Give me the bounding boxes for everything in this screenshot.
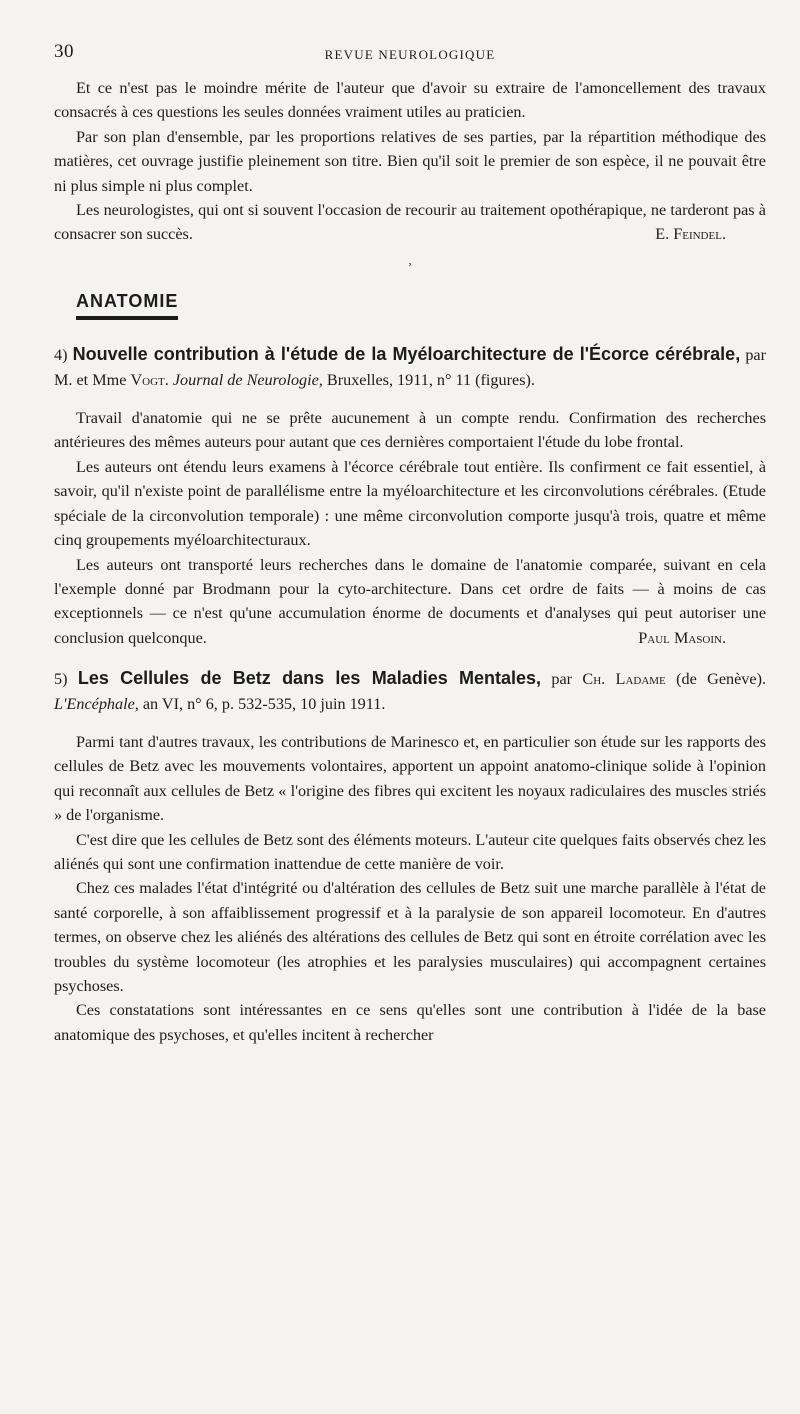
entry-5-title: Les Cellules de Betz dans les Maladies Mentales, xyxy=(77,668,542,689)
entry-5-header xyxy=(54,666,766,716)
entry-4 xyxy=(54,342,766,650)
intro-paragraph-1: Et ce n'est pas le moindre mérite de l'auteur que d'avoir su extraire de l'amoncellement des travaux consacrés à ces questions les seules données vraiment utiles au praticien. xyxy=(54,79,766,122)
intro-paragraph-3-text: Les neurologistes, qui ont si souvent l'occasion de recourir au traitement opothérapique, ne tarderont pas à consacrer son succès. xyxy=(54,201,766,244)
entry-4-paragraph-1: Travail d'anatomie qui ne se prête aucunement à un compte rendu. Confirmation des recherches antérieures des mêmes auteurs pour autant que ces dernières comportaient l'étude du lobe frontal. xyxy=(54,409,766,452)
entry-4-number: 4) xyxy=(54,346,68,365)
entry-4-author-name: Vogt. xyxy=(130,370,169,389)
intro-review xyxy=(54,76,766,247)
intro-paragraph-2: Par son plan d'ensemble, par les proportions relatives de ses parties, par la répartition méthodique des matières, cet ouvrage justifie pleinement son titre. Bien qu'il soit le premier de son espèce, il ne pouvait être ni plus simple ni plus complet. xyxy=(54,127,766,195)
entry-4-signature: Paul Masoin. xyxy=(638,628,726,647)
running-head xyxy=(54,40,766,66)
entry-4-header xyxy=(54,342,766,392)
section-mark: ʼ xyxy=(408,259,412,274)
entry-5-affiliation: (de Genève). xyxy=(665,670,767,689)
entry-5-paragraph-1: Parmi tant d'autres travaux, les contributions de Marinesco et, en particulier son étude sur les rapports des cellules de Betz avec les mouvements volontaires, apportent un appoint anatomo-clinique solide à l'opinion qui reconnaît aux cellules de Betz « l'origine des fibres qui excitent les noyaux radiculaires des muscles striés » de l'organisme. xyxy=(54,732,766,825)
entry-5-authors: par xyxy=(541,670,583,689)
entry-5-details: an VI, n° 6, p. 532-535, 10 juin 1911. xyxy=(138,694,386,713)
page xyxy=(54,40,766,1047)
entry-4-paragraph-2: Les auteurs ont étendu leurs examens à l'écorce cérébrale tout entière. Ils confirment ce fait essentiel, à savoir, qu'il n'existe point de parallélisme entre la myéloarchitecture et les circonvolutions cérébrales. (Etude spéciale de la circonvolution temporale) : une même circonvolution comporte jusqu'à trois, quatre et même cinq groupements myéloarchitecturaux. xyxy=(54,457,766,550)
entry-4-title: Nouvelle contribution à l'étude de la Myéloarchitecture de l'Écorce cérébrale, xyxy=(72,344,741,365)
page-number: 30 xyxy=(54,41,74,62)
entry-5-paragraph-3: Chez ces malades l'état d'intégrité ou d'altération des cellules de Betz suit une marche parallèle à l'état de santé corporelle, à son affaiblissement progressif et à la paralysie de son appareil locomoteur. En d'autres termes, on observe chez les aliénés des altérations des cellules de Betz qui sont en étroite corrélation avec les troubles du système locomoteur (les atrophies et les paralysies musculaires) qui accompagnent certaines psychoses. xyxy=(54,879,766,995)
journal-name: REVUE NEUROLOGIQUE xyxy=(324,47,496,62)
entry-4-journal: Journal de Neurologie, xyxy=(168,370,323,389)
intro-paragraph-3 xyxy=(54,198,766,247)
entry-5-number: 5) xyxy=(54,670,68,689)
entry-5-paragraph-2: C'est dire que les cellules de Betz sont des éléments moteurs. L'auteur cite quelques faits observés chez les aliénés qui sont une confirmation inattendue de cette manière de voir. xyxy=(54,830,766,873)
spacer xyxy=(54,650,766,666)
entry-5-paragraph-4: Ces constatations sont intéressantes en ce sens qu'elles sont une contribution à l'idée de la base anatomique des psychoses, et qu'elles incitent à rechercher xyxy=(54,1001,766,1044)
entry-4-authors: par M. et Mme xyxy=(54,346,767,389)
entry-5 xyxy=(54,666,766,1047)
entry-5-journal: L'Encéphale, xyxy=(54,694,139,713)
reviewer-signature: E. Feindel. xyxy=(655,225,726,244)
entry-4-details: Bruxelles, 1911, n° 11 (figures). xyxy=(322,370,535,389)
section-heading: ANATOMIE xyxy=(76,289,178,320)
entry-4-paragraph-3 xyxy=(54,553,766,651)
entry-5-author-name: Ch. Ladame xyxy=(582,670,666,689)
entry-4-paragraph-3-text: Les auteurs ont transporté leurs recherches dans le domaine de l'anatomie comparée, suivant en cela l'exemple donné par Brodmann pour la cyto-architecture. Dans cet ordre de faits — à moins de cas exceptionnels — ce n'est qu'une accumulation énorme de documents et d'analyses qui peut autoriser une conclusion quelconque. xyxy=(54,555,766,647)
